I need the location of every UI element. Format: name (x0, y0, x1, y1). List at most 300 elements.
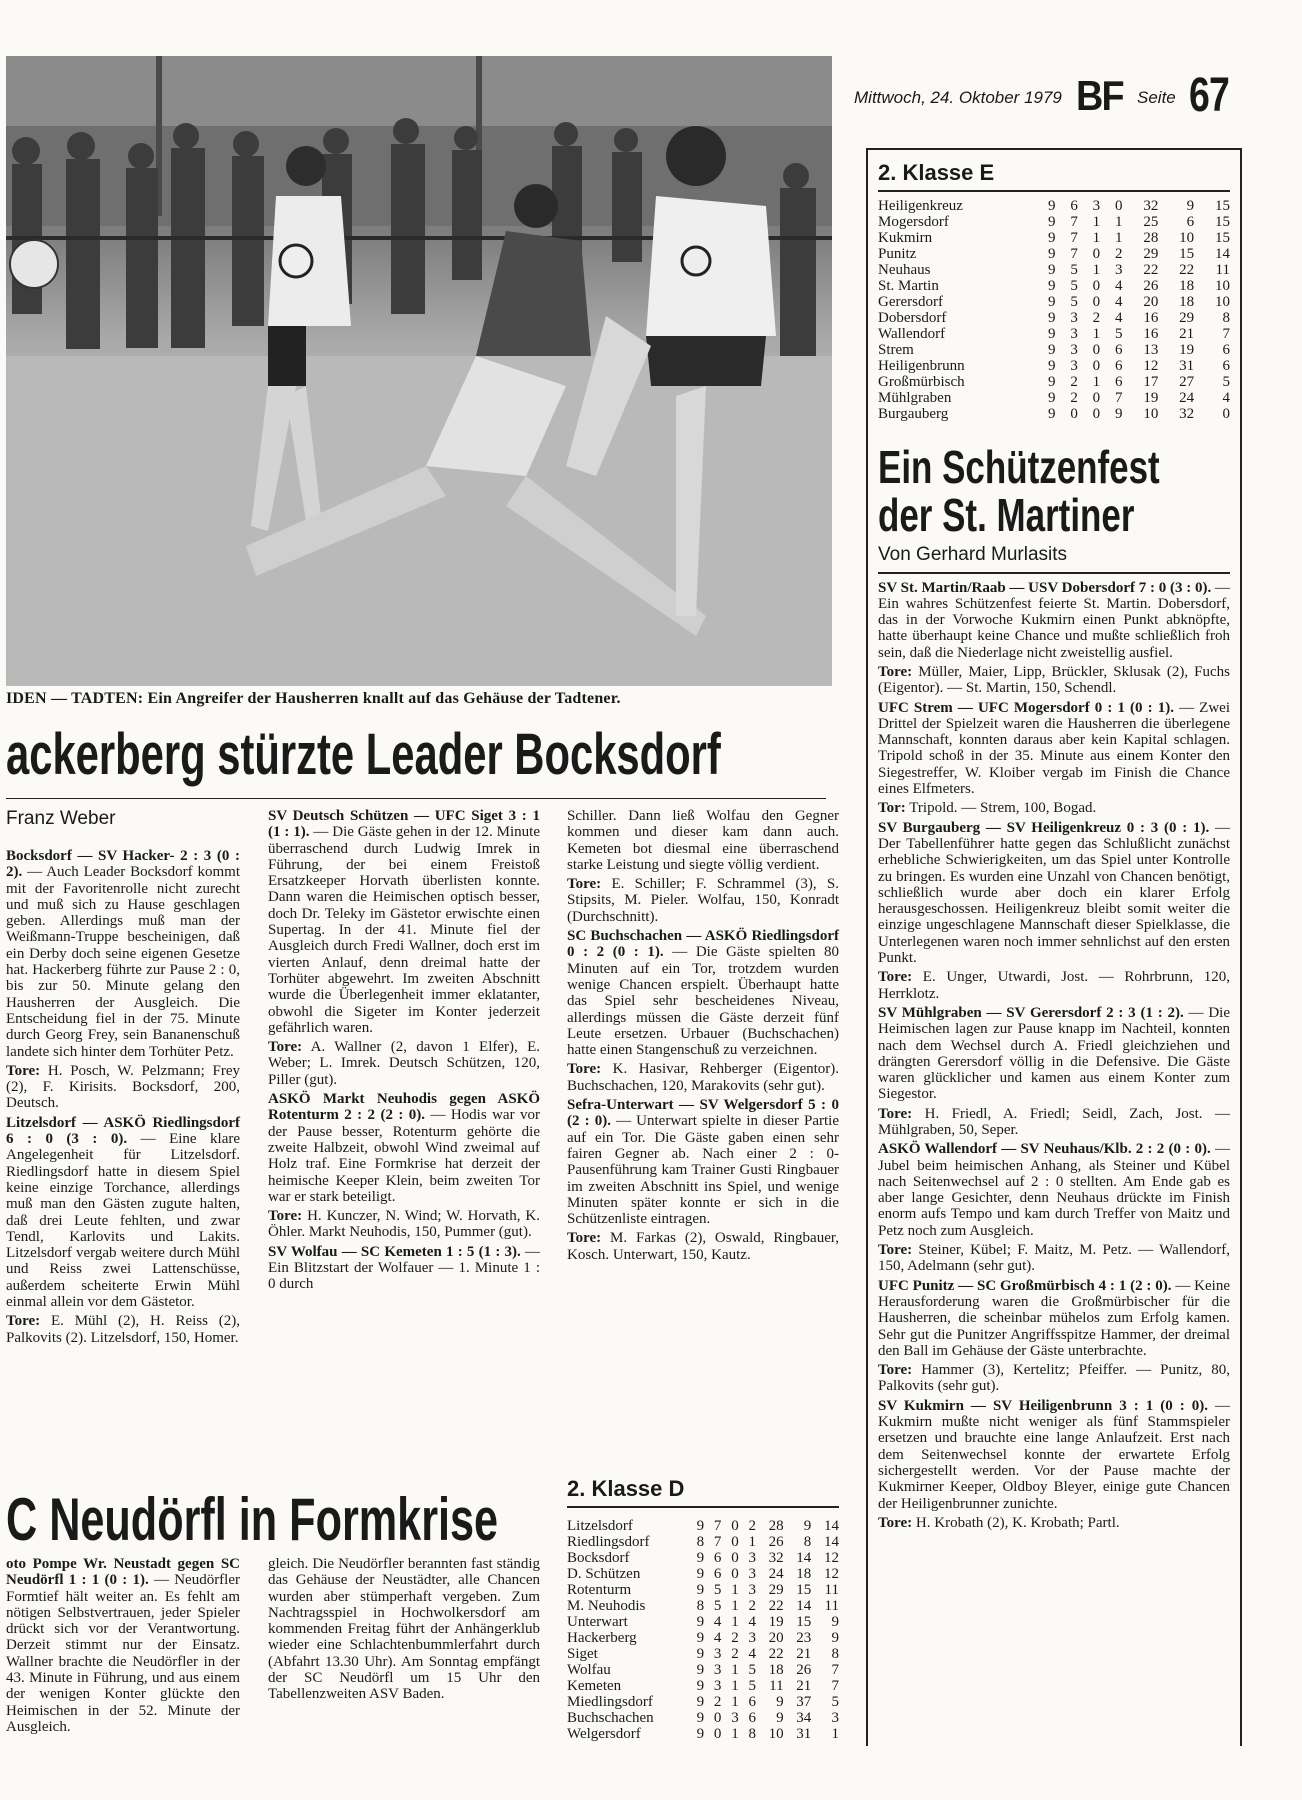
article-right-headline-2: der St. Martiner (878, 489, 1135, 541)
stat-cell: 8 (696, 1534, 705, 1550)
stat-cell: 9 (1047, 358, 1056, 374)
stat-cell: 14 (824, 1534, 839, 1550)
paragraph-lead: SV Kukmirn — SV Heiligenbrunn 3 : 1 (0 : 0). (878, 1397, 1208, 1414)
article-paragraph (567, 928, 839, 1058)
stat-cell: 6 (1115, 342, 1123, 358)
stat-cell: 9 (696, 1550, 705, 1566)
stat-cell: 6 (1115, 374, 1123, 390)
stat-cell: 7 (1070, 246, 1078, 262)
stat-cell: 0 (731, 1534, 739, 1550)
stat-cell: 15 (1179, 246, 1195, 262)
stat-cell: 3 (748, 1582, 756, 1598)
paragraph-text: Hammer (3), Kertelitz; Pfeiffer. — Punitz, 80, Palkovits (sehr gut). (878, 1362, 1230, 1395)
stat-cell: 26 (796, 1662, 812, 1678)
paragraph-text: — Ein Blitzstart der Wolfauer — 1. Minute 1 : 0 durch (268, 1243, 540, 1293)
stat-cell: 3 (748, 1630, 756, 1646)
stat-cell: 10 (1143, 406, 1159, 422)
stat-cell: 13 (1143, 342, 1159, 358)
bottom-text-1: — Neudörfler Formtief hält weiter an. Es fehlt am nötigen Selbstvertrauen, jeder Spieler drückt sich vor der Verantwortung. Derzeit stimmt nur der Einsatz. Wallner brachte die Neudörfler in der 43. Minute in Führung, und aus einem der wenigen Konter glückte den Heimischen in der 52. Minute der Ausgleich. (6, 1572, 240, 1735)
page-number: 67 (1189, 69, 1230, 122)
team-name: D. Schützen (567, 1566, 641, 1582)
stat-cell: 14 (796, 1598, 812, 1614)
stat-cell: 9 (696, 1614, 705, 1630)
table-row (878, 278, 1230, 294)
stat-cell: 34 (796, 1710, 812, 1726)
stat-cell: 1 (1115, 230, 1123, 246)
stat-cell: 9 (1047, 326, 1056, 342)
team-name: Siget (567, 1646, 598, 1662)
stat-cell: 7 (1115, 390, 1123, 406)
stat-cell: 5 (1070, 278, 1078, 294)
paragraph-lead: Sefra-Unterwart — SV Welgersdorf 5 : 0 (2 : 0). (567, 1097, 839, 1130)
bottom-headline: C Neudörfl in Formkrise (6, 1486, 499, 1553)
stat-cell: 3 (831, 1710, 839, 1726)
stat-cell: 11 (824, 1598, 839, 1614)
stat-cell: 22 (1179, 262, 1195, 278)
article-paragraph (878, 1398, 1230, 1512)
paragraph-lead: UFC Strem — UFC Mogersdorf 0 : 1 (0 : 1). (878, 699, 1174, 716)
article-paragraph (878, 969, 1230, 1002)
team-name: Rotenturm (567, 1582, 632, 1598)
stat-cell: 3 (713, 1662, 722, 1678)
stat-cell: 15 (796, 1614, 812, 1630)
paragraph-text: — Ein wahres Schützenfest feierte St. Martin. Dobersdorf, das in der Vorwoche Kukmirn einen Punkt abknöpfte, hatte überhaupt keine Chance und mußte schließlich froh sein, daß die Niederlage nicht zweistellig ausfiel. (878, 579, 1231, 661)
stat-cell: 5 (1115, 326, 1123, 342)
stat-cell: 31 (796, 1726, 812, 1742)
team-name: Wolfau (567, 1662, 611, 1678)
stat-cell: 9 (1115, 406, 1123, 422)
stat-cell: 29 (1179, 310, 1195, 326)
stat-cell: 9 (831, 1614, 839, 1630)
stat-cell: 28 (768, 1518, 784, 1534)
stat-cell: 9 (696, 1662, 705, 1678)
article-paragraph (268, 1091, 540, 1205)
stat-cell: 1 (731, 1726, 739, 1742)
stat-cell: 18 (768, 1662, 784, 1678)
stat-cell: 11 (824, 1582, 839, 1598)
paragraph-lead: Tore: (878, 663, 913, 680)
match-photo-image (6, 56, 832, 686)
main-headline: ackerberg stürzte Leader Bocksdorf (6, 722, 721, 787)
stat-cell: 21 (1179, 326, 1195, 342)
stat-cell: 22 (1143, 262, 1159, 278)
stat-cell: 17 (1143, 374, 1159, 390)
paragraph-lead: Litzelsdorf — ASKÖ Riedlingsdorf 6 : 0 (3 : 0). (6, 1114, 240, 1148)
stat-cell: 2 (713, 1694, 722, 1710)
paragraph-text: H. Friedl, A. Friedl; Seidl, Zach, Jost. — Mühlgraben, 50, Seper. (878, 1105, 1230, 1138)
stat-cell: 9 (696, 1710, 705, 1726)
stat-cell: 9 (1047, 278, 1056, 294)
stat-cell: 1 (731, 1694, 739, 1710)
table-d-standings (567, 1518, 839, 1742)
stat-cell: 8 (696, 1598, 705, 1614)
stat-cell: 0 (1222, 406, 1230, 422)
stat-cell: 3 (1070, 310, 1078, 326)
article-paragraph (878, 800, 1230, 816)
stat-cell: 20 (1143, 294, 1159, 310)
article-paragraph (6, 1063, 240, 1112)
table-row (878, 342, 1230, 358)
stat-cell: 9 (696, 1646, 705, 1662)
article-paragraph (878, 700, 1230, 798)
stat-cell: 1 (731, 1582, 739, 1598)
stat-cell: 24 (1179, 390, 1195, 406)
stat-cell: 9 (1047, 406, 1056, 422)
article-paragraph (878, 1362, 1230, 1395)
stat-cell: 5 (1070, 294, 1078, 310)
article-paragraph (878, 1106, 1230, 1139)
table-e-title: 2. Klasse E (878, 160, 995, 185)
table-row (878, 246, 1230, 262)
stat-cell: 5 (831, 1694, 839, 1710)
stat-cell: 8 (748, 1726, 756, 1742)
stat-cell: 0 (713, 1710, 722, 1726)
main-column-2 (268, 808, 540, 1293)
stat-cell: 16 (1143, 310, 1159, 326)
table-row (878, 198, 1230, 214)
team-name: Heiligenbrunn (878, 358, 965, 374)
table-row (567, 1710, 839, 1726)
stat-cell: 5 (748, 1678, 756, 1694)
paragraph-lead: Tore: (878, 1242, 913, 1259)
stat-cell: 6 (748, 1710, 756, 1726)
paragraph-lead: SV Burgauberg — SV Heiligenkreuz 0 : 3 (0 : 1). (878, 819, 1210, 836)
paragraph-lead: Bocksdorf — SV Hacker- 2 : 3 (0 : 2). (6, 848, 240, 881)
main-column-3 (567, 808, 839, 1263)
article-paragraph (567, 876, 839, 925)
stat-cell: 32 (1143, 198, 1159, 214)
table-row (567, 1582, 839, 1598)
team-name: Mogersdorf (878, 214, 949, 230)
stat-cell: 9 (803, 1518, 812, 1534)
table-row (878, 390, 1230, 406)
bottom-column-1 (6, 1556, 240, 1735)
stat-cell: 29 (1143, 246, 1159, 262)
paragraph-lead: Tor: (878, 800, 906, 817)
stat-cell: 26 (768, 1534, 784, 1550)
team-name: Litzelsdorf (567, 1518, 633, 1534)
stat-cell: 2 (731, 1646, 739, 1662)
paragraph-text: Schiller. Dann ließ Wolfau den Gegner kommen und dieser kam dann auch. Kemeten bot diesmal eine überraschend starke Leistung und siegte völlig verdient. (567, 808, 839, 873)
table-row (567, 1518, 839, 1534)
table-row (567, 1598, 839, 1614)
article-paragraph (878, 820, 1230, 967)
stat-cell: 6 (1115, 358, 1123, 374)
table-row (567, 1646, 839, 1662)
stat-cell: 32 (768, 1550, 784, 1566)
stat-cell: 0 (1092, 342, 1101, 358)
stat-cell: 9 (696, 1518, 705, 1534)
stat-cell: 7 (831, 1662, 839, 1678)
stat-cell: 22 (768, 1646, 784, 1662)
stat-cell: 25 (1143, 214, 1159, 230)
stat-cell: 0 (731, 1550, 739, 1566)
stat-cell: 7 (1222, 326, 1230, 342)
paragraph-lead: UFC Punitz — SC Großmürbisch 4 : 1 (2 : 0). (878, 1277, 1172, 1294)
stat-cell: 9 (1186, 198, 1195, 214)
stat-cell: 9 (776, 1694, 784, 1710)
stat-cell: 9 (696, 1694, 705, 1710)
stat-cell: 1 (831, 1726, 839, 1742)
paragraph-lead: ASKÖ Markt Neuhodis gegen ASKÖ Rotenturm 2 : 2 (2 : 0). (268, 1091, 540, 1124)
paragraph-lead: Tore: (6, 1313, 41, 1330)
stat-cell: 24 (768, 1566, 784, 1582)
stat-cell: 37 (796, 1694, 812, 1710)
stat-cell: 4 (1222, 390, 1230, 406)
stat-cell: 6 (1222, 342, 1230, 358)
stat-cell: 2 (1092, 310, 1101, 326)
paragraph-lead: Tore: (268, 1208, 303, 1225)
table-row (567, 1614, 839, 1630)
paragraph-text: — Die Heimischen lagen zur Pause knapp im Nachteil, konnten nach dem Wechsel durch A. Friedl gleichziehen und drängten Gerersdorf völlig in die Defensive. Die Gäste waren glücklicher und kamen aus einem Konter zum Siegestor. (878, 1004, 1230, 1103)
stat-cell: 6 (1186, 214, 1195, 230)
stat-cell: 2 (1070, 390, 1078, 406)
stat-cell: 9 (1047, 310, 1056, 326)
stat-cell: 3 (731, 1710, 739, 1726)
table-row (567, 1534, 839, 1550)
article-paragraph (878, 1242, 1230, 1275)
article-paragraph (878, 580, 1230, 661)
stat-cell: 5 (1070, 262, 1078, 278)
stat-cell: 2 (1115, 246, 1123, 262)
team-name: Bocksdorf (567, 1550, 630, 1566)
stat-cell: 1 (1092, 374, 1101, 390)
stat-cell: 3 (748, 1566, 756, 1582)
article-paragraph (268, 1039, 540, 1088)
paragraph-text: H. Kunczer, N. Wind; W. Horvath, K. Öhler. Markt Neuhodis, 150, Pummer (gut). (268, 1208, 540, 1241)
article-paragraph (878, 1005, 1230, 1103)
stat-cell: 1 (1092, 214, 1101, 230)
stat-cell: 10 (1179, 230, 1195, 246)
stat-cell: 9 (1047, 214, 1056, 230)
stat-cell: 0 (1115, 198, 1123, 214)
stat-cell: 7 (1070, 214, 1078, 230)
article-paragraph (567, 1230, 839, 1263)
stat-cell: 4 (713, 1630, 722, 1646)
team-name: M. Neuhodis (567, 1598, 646, 1614)
stat-cell: 6 (1070, 198, 1078, 214)
stat-cell: 9 (1047, 198, 1056, 214)
stat-cell: 2 (748, 1518, 756, 1534)
paragraph-lead: Tore: (878, 1362, 913, 1379)
team-name: Heiligenkreuz (878, 198, 963, 214)
paragraph-text: — Unterwart spielte in dieser Partie auf ein Tor. Die Gäste gaben einen sehr fairen Gegner ab. Nach einer 2 : 0-Pausenführung kam Trainer Gusti Ringbauer im zweiten Abschnitt ins Spiel, und wenige Minuten später konnte er sich in die Schützenliste eintragen. (567, 1113, 840, 1228)
paragraph-lead: Tore: (567, 1061, 602, 1078)
stat-cell: 4 (713, 1614, 722, 1630)
team-name: Wallendorf (878, 326, 946, 342)
table-row (878, 358, 1230, 374)
table-row (878, 294, 1230, 310)
page-label: Seite (1137, 88, 1176, 107)
paragraph-text: — Jubel beim heimischen Anhang, als Steiner und Kübel nach Seitenwechsel auf 2 : 0 stellten. Am Ende gab es aber lange Gesichter, denn Neuhaus drückte im Finish enorm aufs Tempo und kam durch Treffer von Maitz und Petz noch zum Ausgleich. (878, 1141, 1231, 1239)
stat-cell: 8 (831, 1646, 839, 1662)
stat-cell: 16 (1143, 326, 1159, 342)
paragraph-text: — Die Gäste spielten 80 Minuten auf ein Tor, trotzdem wurden wenige Chancen erspielt. Überhaupt hatte das Spiel sehr bescheidenes Niveau, allerdings müssen die Gäste derzeit fünf Leute ersetzen. Urbauer (Buchschachen) hatte einen Stangenschuß zu verzeichnen. (567, 944, 840, 1059)
team-name: Hackerberg (567, 1630, 637, 1646)
stat-cell: 12 (824, 1566, 839, 1582)
team-name: Kukmirn (878, 230, 933, 246)
stat-cell: 0 (1092, 390, 1101, 406)
team-name: Punitz (878, 246, 917, 262)
stat-cell: 3 (1115, 262, 1123, 278)
paragraph-text: Tripold. — Strem, 100, Bogad. (909, 800, 1097, 817)
stat-cell: 7 (1070, 230, 1078, 246)
stat-cell: 9 (1047, 246, 1056, 262)
stat-cell: 4 (1115, 310, 1123, 326)
team-name: Strem (878, 342, 914, 358)
stat-cell: 18 (796, 1566, 812, 1582)
team-name: Unterwart (567, 1614, 628, 1630)
stat-cell: 7 (713, 1518, 722, 1534)
stat-cell: 21 (796, 1678, 812, 1694)
paragraph-lead: SV Deutsch Schützen — UFC Siget 3 : 1 (1 : 1). (268, 808, 540, 841)
table-e-standings (878, 198, 1230, 422)
article-paragraph (567, 808, 839, 873)
table-row (878, 230, 1230, 246)
table-row (878, 262, 1230, 278)
table-row (878, 310, 1230, 326)
article-right-headline-1: Ein Schützenfest (878, 441, 1160, 493)
paragraph-text: — Kukmirn mußte nicht weniger als fünf Stammspieler ersetzen und brauchte eine lange Anlaufzeit. Erst nach dem Seitenwechsel konnte der erwartete Erfolg sichergestellt werden. Vor der Pause machte der Kukmirner Keeper, Oldboy Bleyer, einige gute Chancen der Heiligenbrunner zunichte. (878, 1397, 1230, 1512)
stat-cell: 0 (713, 1726, 722, 1742)
stat-cell: 3 (748, 1550, 756, 1566)
stat-cell: 5 (748, 1662, 756, 1678)
stat-cell: 23 (796, 1630, 812, 1646)
table-row (567, 1566, 839, 1582)
stat-cell: 4 (748, 1614, 756, 1630)
paragraph-text: — Eine klare Angelegenheit für Litzelsdorf. Riedlingsdorf hatte in diesem Spiel keine einzige Torchance, allerdings muß man den Gästen zugute halten, daß drei Leute fehlten, und zwar Tendl, Karlovits und Lakits. Litzelsdorf vergab weitere durch Mühl und Reiss zwei Lattenschüsse, außerdem scheiterte Erwin Mühl einmal allein vor dem Gästetor. (6, 1131, 241, 1311)
paragraph-text: A. Wallner (2, davon 1 Elfer), E. Weber; L. Imrek. Deutsch Schützen, 120, Piller (gut). (268, 1039, 540, 1088)
paragraph-text: H. Krobath (2), K. Krobath; Partl. (915, 1514, 1120, 1531)
stat-cell: 14 (796, 1550, 812, 1566)
table-row (567, 1678, 839, 1694)
paragraph-text: K. Hasivar, Rehberger (Eigentor). Buchschachen, 120, Marakovits (sehr gut). (567, 1061, 840, 1094)
masthead (852, 68, 1242, 124)
stat-cell: 14 (1215, 246, 1230, 262)
paragraph-text: — Auch Leader Bocksdorf kommt mit der Favoritenrolle nicht zurecht und muß sich zu Hause geschlagen geben. Allerdings muß man der Weißmann-Truppe bescheinigen, daß ein Derby doch seine eigenen Gesetze hat. Hackerberg führte zur Pause 2 : 0, bis zur 50. Minute gelang den Hausherren der Ausgleich. Die Entscheidung fiel in der 75. Minute durch Georg Frey, sein Bananenschuß landete sich hinter dem Torhüter Petz. (6, 864, 240, 1060)
stat-cell: 4 (748, 1646, 756, 1662)
stat-cell: 9 (696, 1566, 705, 1582)
stat-cell: 0 (1092, 358, 1101, 374)
stat-cell: 3 (713, 1678, 722, 1694)
article-paragraph (6, 848, 240, 1060)
stat-cell: 9 (831, 1630, 839, 1646)
stat-cell: 10 (1215, 278, 1230, 294)
stat-cell: 1 (1092, 262, 1101, 278)
stat-cell: 11 (769, 1678, 784, 1694)
stat-cell: 2 (731, 1630, 739, 1646)
stat-cell: 9 (1047, 230, 1056, 246)
stat-cell: 9 (696, 1726, 705, 1742)
paragraph-lead: SV Wolfau — SC Kemeten 1 : 5 (1 : 3). (268, 1243, 521, 1260)
paragraph-lead: Tore: (878, 1105, 913, 1122)
stat-cell: 15 (1215, 214, 1230, 230)
table-row (567, 1662, 839, 1678)
table-row (878, 214, 1230, 230)
paragraph-lead: Tore: (6, 1062, 41, 1079)
team-name: Buchschachen (567, 1710, 654, 1726)
stat-cell: 5 (1222, 374, 1230, 390)
paragraph-text: E. Mühl (2), H. Reiss (2), Palkovits (2). Litzelsdorf, 150, Homer. (6, 1313, 240, 1346)
stat-cell: 2 (748, 1598, 756, 1614)
paragraph-text: Steiner, Kübel; F. Maitz, M. Petz. — Wallendorf, 150, Adelmann (sehr gut). (878, 1242, 1230, 1275)
paragraph-lead: ASKÖ Wallendorf — SV Neuhaus/Klb. 2 : 2 (0 : 0). (878, 1141, 1211, 1158)
main-byline: Franz Weber (6, 808, 116, 829)
paragraph-lead: Tore: (268, 1039, 303, 1056)
stat-cell: 10 (1215, 294, 1230, 310)
match-photo (6, 56, 832, 686)
stat-cell: 1 (748, 1534, 756, 1550)
table-row (878, 326, 1230, 342)
article-paragraph (567, 1097, 839, 1227)
article-paragraph (6, 1115, 240, 1311)
paragraph-lead: Tore: (878, 1514, 913, 1531)
main-column-1 (6, 848, 240, 1346)
bottom-column-2 (268, 1556, 540, 1703)
stat-cell: 29 (768, 1582, 784, 1598)
stat-cell: 9 (1047, 342, 1056, 358)
stat-cell: 19 (1143, 390, 1159, 406)
stat-cell: 1 (731, 1598, 739, 1614)
stat-cell: 31 (1179, 358, 1195, 374)
paragraph-lead: SV St. Martin/Raab — USV Dobersdorf 7 : 0 (3 : 0). (878, 579, 1212, 596)
stat-cell: 22 (768, 1598, 784, 1614)
stat-cell: 8 (1222, 310, 1230, 326)
paragraph-text: H. Posch, W. Pelzmann; Frey (2), F. Kirisits. Bocksdorf, 200, Deutsch. (6, 1062, 240, 1112)
stat-cell: 7 (831, 1678, 839, 1694)
newspaper-logo: BF (1076, 72, 1123, 119)
team-name: Welgersdorf (567, 1726, 641, 1742)
stat-cell: 0 (1092, 406, 1101, 422)
stat-cell: 15 (796, 1582, 812, 1598)
paragraph-text: E. Schiller; F. Schrammel (3), S. Stipsits, M. Pieler. Wolfau, 150, Konradt (Durchschnitt). (567, 876, 839, 925)
table-row (878, 406, 1230, 422)
right-column-box (866, 148, 1242, 1746)
stat-cell: 1 (1115, 214, 1123, 230)
stat-cell: 1 (731, 1614, 739, 1630)
paragraph-text: — Zwei Drittel der Spielzeit waren die Hausherren die überlegene Mannschaft, konnten daraus aber kein Kapital schlagen. Tripold schoß in der 35. Minute aus einem Konter den Siegestreffer, W. Kloiber vergab im Finish die Chance eines Elfmeters. (878, 699, 1230, 798)
bottom-text-2: gleich. Die Neudörfler berannten fast ständig das Gehäuse der Neustädter, alle Chancen wurden aber stümperhaft vergeben. Zum Nachtragsspiel in Hochwolkersdorf am kommenden Freitag führt der Anhängerklub wieder eine Schlachtenbummlerfahrt durch (Abfahrt 13.30 Uhr). Am Sonntag empfängt der SC Neudörfl um 15 Uhr den Tabellenzweiten ASV Baden. (268, 1556, 540, 1703)
stat-cell: 9 (696, 1630, 705, 1646)
article-right-body (878, 580, 1230, 1532)
paragraph-text: M. Farkas (2), Oswald, Ringbauer, Kosch. Unterwart, 150, Kautz. (567, 1230, 839, 1263)
stat-cell: 0 (731, 1566, 739, 1582)
stat-cell: 5 (713, 1598, 722, 1614)
stat-cell: 9 (1047, 390, 1056, 406)
photo-caption: IDEN — TADTEN: Ein Angreifer der Hausherren knallt auf das Gehäuse der Tadtener. (6, 690, 621, 707)
stat-cell: 8 (803, 1534, 812, 1550)
paragraph-text: E. Unger, Utwardi, Jost. — Rohrbrunn, 120, Herrklotz. (878, 969, 1231, 1002)
stat-cell: 1 (731, 1662, 739, 1678)
team-name: Mühlgraben (878, 390, 952, 406)
stat-cell: 3 (713, 1646, 722, 1662)
team-name: Neuhaus (878, 262, 931, 278)
stat-cell: 12 (1143, 358, 1159, 374)
paragraph-text: — Die Gäste gehen in der 12. Minute überraschend durch Ludwig Imrek in Führung, der bei einem Freistoß Ersatzkeeper Horvath überlisten konnte. Dann waren die Heimischen optisch besser, doch Dr. Teleky im Gästetor erwischte einen Supertag. In der 41. Minute fiel der Ausgleich durch Fredi Wallner, doch erst im vierten Anlauf, denn dreimal hatte der Torhüter abgewehrt. Im zweiten Abschnitt wurde die Überlegenheit immer eklatanter, obwohl die Sigeter im Konter jederzeit gefährlich waren. (268, 824, 540, 1036)
stat-cell: 1 (1092, 326, 1101, 342)
article-paragraph (878, 1515, 1230, 1531)
stat-cell: 3 (1092, 198, 1101, 214)
stat-cell: 0 (1092, 278, 1101, 294)
stat-cell: 9 (1047, 294, 1056, 310)
stat-cell: 14 (824, 1518, 839, 1534)
stat-cell: 3 (1070, 358, 1078, 374)
team-name: Dobersdorf (878, 310, 947, 326)
stat-cell: 19 (1179, 342, 1195, 358)
stat-cell: 32 (1179, 406, 1195, 422)
stat-cell: 15 (1215, 198, 1230, 214)
article-paragraph (878, 664, 1230, 697)
